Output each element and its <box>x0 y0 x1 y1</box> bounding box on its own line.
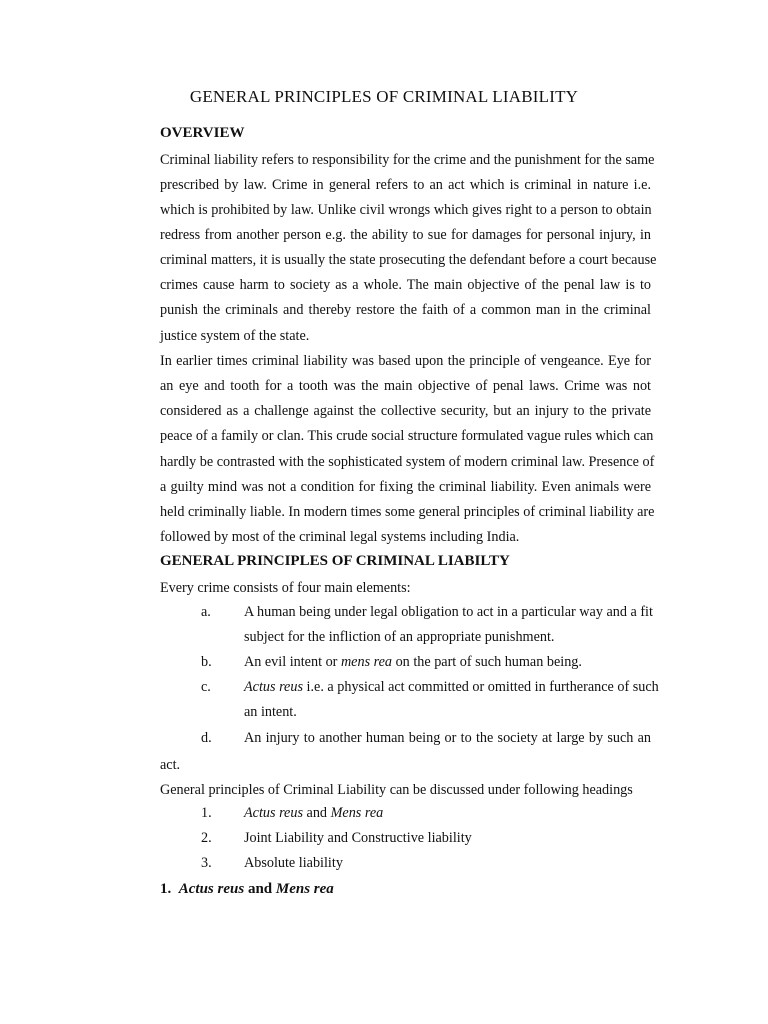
document-title: GENERAL PRINCIPLES OF CRIMINAL LIABILITY <box>189 87 579 106</box>
list-item-text: subject for the infliction of an appropriate punishment. <box>244 629 555 645</box>
list-marker: 1. <box>201 805 212 821</box>
list-item-text: A human being under legal obligation to act in a particular way and a fit <box>244 604 653 620</box>
list-marker: a. <box>201 604 211 620</box>
paragraph-line: criminal matters, it is usually the state prosecuting the defendant before a court because <box>160 252 657 268</box>
mens-rea-term: mens rea <box>340 654 393 670</box>
elements-intro: Every crime consists of four main elements: <box>160 580 411 596</box>
principles-heading: GENERAL PRINCIPLES OF CRIMINAL LIABILTY <box>160 553 510 569</box>
paragraph-line: redress from another person e.g. the ability to sue for damages for personal injury, in <box>160 227 651 243</box>
list-item-text: Actus reus and Mens rea <box>244 805 384 821</box>
paragraph-line: peace of a family or clan. This crude social structure formulated vague rules which can <box>160 428 654 444</box>
paragraph-line: punish the criminals and thereby restore the faith of a common man in the criminal <box>160 302 651 318</box>
overview-heading: OVERVIEW <box>160 125 245 141</box>
paragraph-line: a guilty mind was not a condition for fixing the criminal liability. Even animals were <box>160 479 651 495</box>
list-item-text: An injury to another human being or to the society at large by such an <box>244 730 651 746</box>
paragraph-line: hardly be contrasted with the sophisticated system of modern criminal law. Presence of <box>160 454 655 470</box>
list-marker: d. <box>201 730 212 746</box>
list-item-continuation: act. <box>160 757 181 773</box>
list-item-text: Actus reus i.e. a physical act committed or omitted in furtherance of such <box>244 679 659 695</box>
list-marker: 3. <box>201 855 212 871</box>
list-item-text: Absolute liability <box>244 855 343 871</box>
actus-reus-term: Actus reus <box>244 679 303 695</box>
paragraph-line: followed by most of the criminal legal systems including India. <box>160 529 520 545</box>
paragraph-line: Criminal liability refers to responsibility for the crime and the punishment for the same <box>160 152 655 168</box>
paragraph-line: crimes cause harm to society as a whole. The main objective of the penal law is to <box>160 277 651 293</box>
paragraph-line: an eye and tooth for a tooth was the main objective of penal laws. Crime was not <box>160 378 651 394</box>
list-item-text: Joint Liability and Constructive liability <box>244 830 472 846</box>
headings-intro: General principles of Criminal Liability can be discussed under following headings <box>160 782 633 798</box>
paragraph-line: justice system of the state. <box>160 328 310 344</box>
paragraph-line: considered as a challenge against the collective security, but an injury to the private <box>160 403 651 419</box>
list-item-text: an intent. <box>244 704 297 720</box>
paragraph-line: which is prohibited by law. Unlike civil wrongs which gives right to a person to obtain <box>160 202 652 218</box>
paragraph-line: In earlier times criminal liability was based upon the principle of vengeance. Eye for <box>160 353 651 369</box>
list-marker: c. <box>201 679 211 695</box>
list-marker: 2. <box>201 830 212 846</box>
paragraph-line: held criminally liable. In modern times some general principles of criminal liability are <box>160 504 655 520</box>
paragraph-line: prescribed by law. Crime in general refers to an act which is criminal in nature i.e. <box>160 177 651 193</box>
section-heading: 1. Actus reus and Mens rea <box>160 881 334 897</box>
list-item-text: An evil intent or mens rea on the part of such human being. <box>244 654 582 670</box>
list-marker: b. <box>201 654 212 670</box>
